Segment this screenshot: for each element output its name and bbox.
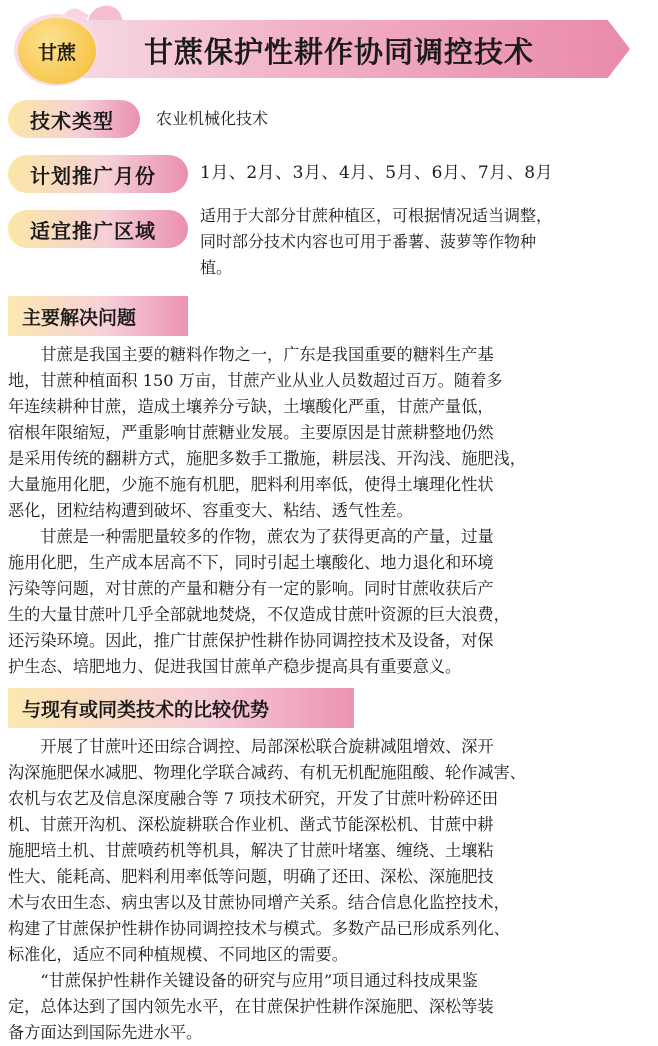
text-line: 大量施用化肥，少施不施有机肥，肥料利用率低，使得土壤理化性状: [8, 475, 494, 494]
text-line: 性大、能耗高、肥料利用率低等问题，明确了还田、深松、深施肥技: [8, 867, 494, 886]
promotion-months-label: 计划推广月份: [8, 155, 188, 193]
text-line: 污染等问题，对甘蔗的产量和糖分有一定的影响。同时甘蔗收获后产: [8, 579, 494, 598]
tech-type-label: 技术类型: [8, 100, 140, 138]
text-line: 开展了甘蔗叶还田综合调控、局部深松联合旋耕减阻增效、深开: [40, 737, 494, 756]
promotion-region-label: 适宜推广区域: [8, 210, 188, 248]
section-body-advantages: [8, 734, 640, 1046]
text-line: 术与农田生态、病虫害以及甘蔗协同增产关系。结合信息化监控技术，: [8, 893, 510, 912]
text-line: 施用化肥，生产成本居高不下，同时引起土壤酸化、地力退化和环境: [8, 553, 494, 572]
text-line: 甘蔗是一种需肥量较多的作物，蔗农为了获得更高的产量，过量: [40, 527, 494, 546]
text-line: 宿根年限缩短，严重影响甘蔗糖业发展。主要原因是甘蔗耕整地仍然: [8, 423, 494, 442]
text-line: 甘蔗是我国主要的糖料作物之一，广东是我国重要的糖料生产基: [40, 345, 494, 364]
text-line: 生的大量甘蔗叶几乎全部就地焚烧，不仅造成甘蔗叶资源的巨大浪费，: [8, 605, 510, 624]
promotion-region-value: [200, 203, 552, 281]
text-line: 构建了甘蔗保护性耕作协同调控技术与模式。多数产品已形成系列化、: [8, 919, 510, 938]
title-banner: [14, 4, 644, 90]
text-line: 备方面达到国际先进水平。: [8, 1023, 203, 1042]
region-line: 同时部分技术内容也可用于番薯、菠萝等作物种: [200, 232, 537, 251]
section-heading-problems: 主要解决问题: [8, 296, 188, 336]
text-line: 恶化，团粒结构遭到破坏、容重变大、粘结、透气性差。: [8, 501, 413, 520]
text-line: “甘蔗保护性耕作关键设备的研究与应用”项目通过科技成果鉴: [40, 971, 478, 990]
text-line: 沟深施肥保水减肥、物理化学联合减药、有机无机配施阻酸、轮作减害、: [8, 763, 526, 782]
text-line: 护生态、培肥地力、促进我国甘蔗单产稳步提高具有重要意义。: [8, 657, 462, 676]
category-badge: [18, 18, 96, 84]
tech-type-value: 农业机械化技术: [156, 109, 269, 128]
text-line: 还污染环境。因此，推广甘蔗保护性耕作协同调控技术及设备，对保: [8, 631, 494, 650]
text-line: 地，甘蔗种植面积 150 万亩，甘蔗产业从业人员数超过百万。随着多: [8, 371, 503, 390]
text-line: 年连续耕种甘蔗，造成土壤养分亏缺，土壤酸化严重，甘蔗产量低，: [8, 397, 494, 416]
section-body-problems: [8, 342, 640, 680]
text-line: 农机与农艺及信息深度融合等 7 项技术研究，开发了甘蔗叶粉碎还田: [8, 789, 499, 808]
text-line: 定，总体达到了国内领先水平，在甘蔗保护性耕作深施肥、深松等装: [8, 997, 494, 1016]
region-line: 适用于大部分甘蔗种植区，可根据情况适当调整，: [200, 206, 553, 225]
text-line: 机、甘蔗开沟机、深松旋耕联合作业机、凿式节能深松机、甘蔗中耕: [8, 815, 494, 834]
region-line: 植。: [200, 258, 233, 277]
promotion-months-value: 1月、2月、3月、4月、5月、6月、7月、8月: [200, 163, 554, 183]
category-badge-label: 甘蔗: [37, 41, 76, 64]
text-line: 标准化，适应不同种植规模、不同地区的需要。: [8, 945, 348, 964]
page-title: 甘蔗保护性耕作协同调控技术: [144, 35, 535, 69]
section-heading-advantages: 与现有或同类技术的比较优势: [8, 688, 354, 728]
text-line: 是采用传统的翻耕方式，施肥多数手工撒施，耕层浅、开沟浅、施肥浅，: [8, 449, 526, 468]
text-line: 施肥培土机、甘蔗喷药机等机具，解决了甘蔗叶堵塞、缠绕、土壤粘: [8, 841, 494, 860]
